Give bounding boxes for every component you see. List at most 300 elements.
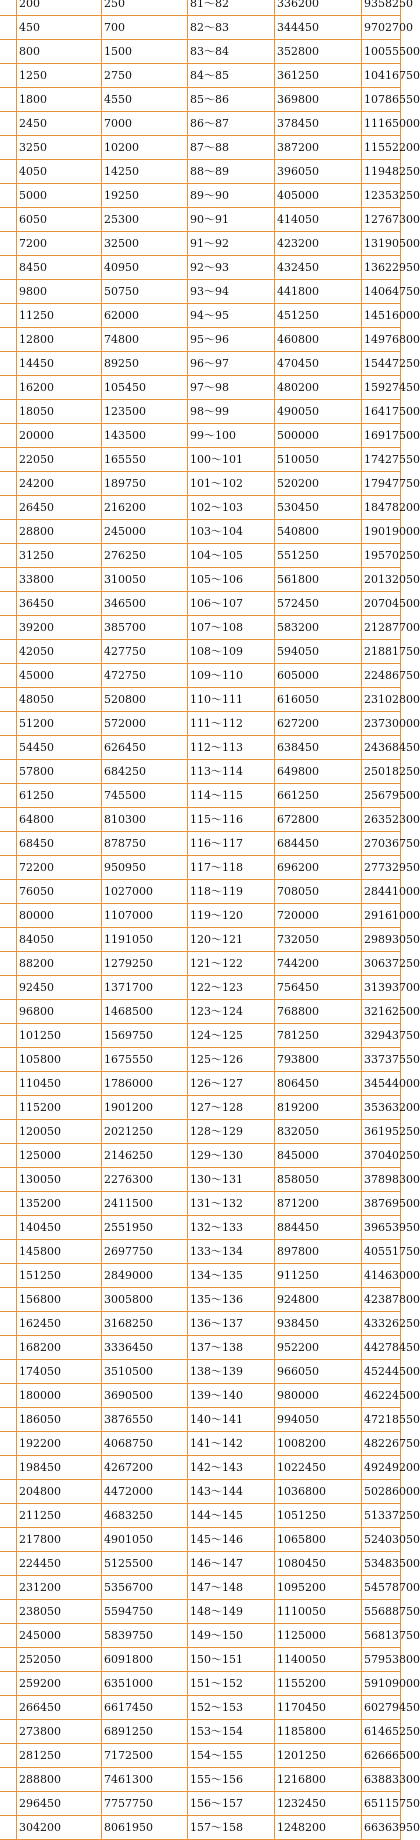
table-cell[interactable]: 105800 [17,1048,102,1072]
table-cell[interactable]: 23102800 [362,688,401,712]
table-cell[interactable]: 259200 [17,1672,102,1696]
table-cell[interactable]: 605000 [275,664,362,688]
table-cell[interactable]: 994050 [275,1408,362,1432]
table-cell[interactable]: 708050 [275,880,362,904]
table-cell[interactable]: 20132050 [362,568,401,592]
table-cell[interactable]: 7172500 [102,1744,188,1768]
table-cell[interactable]: 10055500 [362,40,401,64]
table-cell[interactable]: 13622950 [362,256,401,280]
table-cell[interactable]: 6617450 [102,1696,188,1720]
table-cell[interactable]: 115200 [17,1096,102,1120]
table-cell[interactable]: 85～86 [188,88,275,112]
table-cell-empty[interactable] [0,328,17,352]
table-cell[interactable]: 28800 [17,520,102,544]
table-cell[interactable]: 11250 [17,304,102,328]
table-cell[interactable]: 38769500 [362,1192,401,1216]
table-cell-empty[interactable] [0,160,17,184]
table-cell[interactable]: 884450 [275,1216,362,1240]
table-cell[interactable]: 18478200 [362,496,401,520]
table-cell-empty[interactable] [0,1816,17,1840]
table-cell[interactable]: 490050 [275,400,362,424]
table-cell[interactable]: 113～114 [188,760,275,784]
table-cell[interactable]: 211250 [17,1504,102,1528]
table-cell[interactable]: 36450 [17,592,102,616]
table-cell[interactable]: 231200 [17,1576,102,1600]
table-cell[interactable]: 1155200 [275,1672,362,1696]
table-cell[interactable]: 530450 [275,496,362,520]
table-cell[interactable]: 720000 [275,904,362,928]
table-cell[interactable]: 55688750 [362,1600,401,1624]
table-cell-empty[interactable] [0,64,17,88]
table-cell[interactable]: 24368450 [362,736,401,760]
table-cell-empty[interactable] [0,1264,17,1288]
table-cell[interactable]: 470450 [275,352,362,376]
table-cell[interactable]: 781250 [275,1024,362,1048]
table-cell[interactable]: 43326250 [362,1312,401,1336]
table-cell[interactable]: 21881750 [362,640,401,664]
table-cell[interactable]: 684250 [102,760,188,784]
table-cell-empty[interactable] [0,1720,17,1744]
table-cell[interactable]: 20704500 [362,592,401,616]
table-cell[interactable]: 34544000 [362,1072,401,1096]
table-cell[interactable]: 123500 [102,400,188,424]
table-cell[interactable]: 60279450 [362,1696,401,1720]
table-cell[interactable]: 980000 [275,1384,362,1408]
table-cell[interactable]: 224450 [17,1552,102,1576]
table-cell[interactable]: 684450 [275,832,362,856]
table-cell[interactable]: 1371700 [102,976,188,1000]
table-cell[interactable]: 87～88 [188,136,275,160]
table-cell[interactable]: 11552200 [362,136,401,160]
table-cell[interactable]: 33800 [17,568,102,592]
table-cell[interactable]: 572000 [102,712,188,736]
table-cell[interactable]: 24200 [17,472,102,496]
table-cell[interactable]: 672800 [275,808,362,832]
table-cell-empty[interactable] [0,784,17,808]
table-cell[interactable]: 800 [17,40,102,64]
table-cell[interactable]: 57800 [17,760,102,784]
table-cell[interactable]: 123～124 [188,1000,275,1024]
table-cell[interactable]: 51337250 [362,1504,401,1528]
table-cell[interactable]: 238050 [17,1600,102,1624]
table-cell[interactable]: 2551950 [102,1216,188,1240]
table-cell[interactable]: 1279250 [102,952,188,976]
table-cell[interactable]: 3250 [17,136,102,160]
table-cell[interactable]: 44278450 [362,1336,401,1360]
table-cell-empty[interactable] [0,1072,17,1096]
table-cell[interactable]: 31250 [17,544,102,568]
table-cell[interactable]: 361250 [275,64,362,88]
table-cell-empty[interactable] [0,1792,17,1816]
table-cell[interactable]: 15927450 [362,376,401,400]
table-cell[interactable]: 19019000 [362,520,401,544]
table-cell-empty[interactable] [0,1336,17,1360]
table-cell-empty[interactable] [0,1672,17,1696]
table-cell[interactable]: 385700 [102,616,188,640]
table-cell[interactable]: 793800 [275,1048,362,1072]
table-cell[interactable]: 19570250 [362,544,401,568]
table-cell[interactable]: 451250 [275,304,362,328]
table-cell[interactable]: 310050 [102,568,188,592]
table-cell[interactable]: 97～98 [188,376,275,400]
table-cell-empty[interactable] [0,544,17,568]
table-cell[interactable]: 4267200 [102,1456,188,1480]
table-cell[interactable]: 732050 [275,928,362,952]
table-cell[interactable]: 276250 [102,544,188,568]
table-cell[interactable]: 1185800 [275,1720,362,1744]
table-cell-empty[interactable] [0,1624,17,1648]
table-cell[interactable]: 2450 [17,112,102,136]
table-cell[interactable]: 101～102 [188,472,275,496]
table-cell[interactable]: 56813750 [362,1624,401,1648]
table-cell[interactable]: 756450 [275,976,362,1000]
table-cell[interactable]: 59109000 [362,1672,401,1696]
table-cell[interactable]: 1080450 [275,1552,362,1576]
table-cell[interactable]: 48050 [17,688,102,712]
table-cell[interactable]: 897800 [275,1240,362,1264]
table-cell[interactable]: 117～118 [188,856,275,880]
table-cell[interactable]: 4050 [17,160,102,184]
table-cell[interactable]: 189750 [102,472,188,496]
table-cell[interactable]: 3690500 [102,1384,188,1408]
table-cell[interactable]: 616050 [275,688,362,712]
table-cell-empty[interactable] [0,1456,17,1480]
table-cell[interactable]: 125000 [17,1144,102,1168]
table-cell[interactable]: 36195250 [362,1120,401,1144]
table-cell[interactable]: 414050 [275,208,362,232]
table-cell[interactable]: 27732950 [362,856,401,880]
table-cell[interactable]: 53483500 [362,1552,401,1576]
table-cell[interactable]: 143～144 [188,1480,275,1504]
table-cell[interactable]: 16917500 [362,424,401,448]
table-cell-empty[interactable] [0,424,17,448]
table-cell[interactable]: 65115750 [362,1792,401,1816]
table-cell[interactable]: 871200 [275,1192,362,1216]
table-cell-empty[interactable] [0,1240,17,1264]
table-cell[interactable]: 369800 [275,88,362,112]
table-cell[interactable]: 427750 [102,640,188,664]
table-cell[interactable]: 626450 [102,736,188,760]
table-cell[interactable]: 1051250 [275,1504,362,1528]
table-cell[interactable]: 110～111 [188,688,275,712]
table-cell[interactable]: 137～138 [188,1336,275,1360]
table-cell[interactable]: 423200 [275,232,362,256]
table-cell[interactable]: 31393700 [362,976,401,1000]
table-cell[interactable]: 15447250 [362,352,401,376]
table-cell[interactable]: 832050 [275,1120,362,1144]
table-cell[interactable]: 3876550 [102,1408,188,1432]
table-cell-empty[interactable] [0,256,17,280]
table-cell[interactable]: 2697750 [102,1240,188,1264]
table-cell[interactable]: 1468500 [102,1000,188,1024]
table-cell[interactable]: 627200 [275,712,362,736]
table-cell[interactable]: 153～154 [188,1720,275,1744]
table-cell[interactable]: 5356700 [102,1576,188,1600]
table-cell[interactable]: 61250 [17,784,102,808]
table-cell[interactable]: 1008200 [275,1432,362,1456]
table-cell[interactable]: 162450 [17,1312,102,1336]
table-cell[interactable]: 500000 [275,424,362,448]
table-cell[interactable]: 845000 [275,1144,362,1168]
table-cell-empty[interactable] [0,208,17,232]
table-cell[interactable]: 89250 [102,352,188,376]
table-cell[interactable]: 1107000 [102,904,188,928]
table-cell-empty[interactable] [0,496,17,520]
table-cell-empty[interactable] [0,1144,17,1168]
table-cell[interactable]: 245000 [102,520,188,544]
table-cell[interactable]: 32500 [102,232,188,256]
table-cell[interactable]: 86～87 [188,112,275,136]
table-cell[interactable]: 1786000 [102,1072,188,1096]
table-cell[interactable]: 1140050 [275,1648,362,1672]
table-cell[interactable]: 110450 [17,1072,102,1096]
table-cell[interactable]: 2146250 [102,1144,188,1168]
table-cell[interactable]: 45000 [17,664,102,688]
table-cell-empty[interactable] [0,736,17,760]
table-cell[interactable]: 1901200 [102,1096,188,1120]
table-cell[interactable]: 95～96 [188,328,275,352]
table-cell[interactable]: 2411500 [102,1192,188,1216]
table-cell[interactable]: 744200 [275,952,362,976]
table-cell-empty[interactable] [0,448,17,472]
table-cell[interactable]: 47218550 [362,1408,401,1432]
table-cell[interactable]: 2276300 [102,1168,188,1192]
table-cell[interactable]: 39653950 [362,1216,401,1240]
table-cell[interactable]: 92450 [17,976,102,1000]
table-cell[interactable]: 9358250 [362,0,401,16]
table-cell[interactable]: 198450 [17,1456,102,1480]
table-cell[interactable]: 911250 [275,1264,362,1288]
table-cell[interactable]: 441800 [275,280,362,304]
table-cell[interactable]: 68450 [17,832,102,856]
table-cell[interactable]: 111～112 [188,712,275,736]
table-cell-empty[interactable] [0,472,17,496]
table-cell[interactable]: 50750 [102,280,188,304]
table-cell[interactable]: 45244500 [362,1360,401,1384]
table-cell[interactable]: 180000 [17,1384,102,1408]
table-cell[interactable]: 46224500 [362,1384,401,1408]
table-cell[interactable]: 5125500 [102,1552,188,1576]
table-cell-empty[interactable] [0,1120,17,1144]
table-cell[interactable]: 142～143 [188,1456,275,1480]
table-cell[interactable]: 154～155 [188,1744,275,1768]
table-cell[interactable]: 134～135 [188,1264,275,1288]
table-cell[interactable]: 52403050 [362,1528,401,1552]
table-cell-empty[interactable] [0,1288,17,1312]
table-cell[interactable]: 1110050 [275,1600,362,1624]
table-cell[interactable]: 245000 [17,1624,102,1648]
table-cell-empty[interactable] [0,904,17,928]
table-cell[interactable]: 819200 [275,1096,362,1120]
table-cell-empty[interactable] [0,688,17,712]
table-cell[interactable]: 157～158 [188,1816,275,1840]
table-cell-empty[interactable] [0,808,17,832]
table-cell[interactable]: 106～107 [188,592,275,616]
table-cell-empty[interactable] [0,1576,17,1600]
table-cell[interactable]: 1248200 [275,1816,362,1840]
table-cell[interactable]: 273800 [17,1720,102,1744]
table-cell[interactable]: 7757750 [102,1792,188,1816]
table-cell[interactable]: 3005800 [102,1288,188,1312]
table-cell[interactable]: 94～95 [188,304,275,328]
table-cell[interactable]: 138～139 [188,1360,275,1384]
table-cell[interactable]: 649800 [275,760,362,784]
table-cell[interactable]: 200 [17,0,102,16]
table-cell[interactable]: 144～145 [188,1504,275,1528]
table-cell[interactable]: 112～113 [188,736,275,760]
table-cell[interactable]: 135200 [17,1192,102,1216]
table-cell-empty[interactable] [0,1312,17,1336]
table-cell[interactable]: 145～146 [188,1528,275,1552]
table-cell[interactable]: 120050 [17,1120,102,1144]
table-cell-empty[interactable] [0,1528,17,1552]
table-cell[interactable]: 460800 [275,328,362,352]
table-cell-empty[interactable] [0,1096,17,1120]
table-cell-empty[interactable] [0,16,17,40]
table-cell[interactable]: 51200 [17,712,102,736]
table-cell[interactable]: 101250 [17,1024,102,1048]
table-cell[interactable]: 57953800 [362,1648,401,1672]
table-cell-empty[interactable] [0,568,17,592]
table-cell[interactable]: 1250 [17,64,102,88]
table-cell[interactable]: 130050 [17,1168,102,1192]
table-cell[interactable]: 152～153 [188,1696,275,1720]
table-cell[interactable]: 41463000 [362,1264,401,1288]
table-cell-empty[interactable] [0,1648,17,1672]
table-cell[interactable]: 2750 [102,64,188,88]
table-cell[interactable]: 1036800 [275,1480,362,1504]
table-cell[interactable]: 27036750 [362,832,401,856]
table-cell[interactable]: 14516000 [362,304,401,328]
table-cell-empty[interactable] [0,976,17,1000]
table-cell[interactable]: 4683250 [102,1504,188,1528]
table-cell[interactable]: 127～128 [188,1096,275,1120]
table-cell[interactable]: 126～127 [188,1072,275,1096]
table-cell-empty[interactable] [0,88,17,112]
table-cell[interactable]: 9800 [17,280,102,304]
table-cell[interactable]: 10416750 [362,64,401,88]
table-cell-empty[interactable] [0,640,17,664]
table-cell[interactable]: 18050 [17,400,102,424]
table-cell-empty[interactable] [0,1192,17,1216]
table-cell[interactable]: 594050 [275,640,362,664]
table-cell[interactable]: 93～94 [188,280,275,304]
table-cell[interactable]: 405000 [275,184,362,208]
table-cell[interactable]: 1170450 [275,1696,362,1720]
table-cell[interactable]: 136～137 [188,1312,275,1336]
table-cell[interactable]: 14450 [17,352,102,376]
table-cell[interactable]: 638450 [275,736,362,760]
table-cell[interactable]: 252050 [17,1648,102,1672]
table-cell[interactable]: 88～89 [188,160,275,184]
table-cell[interactable]: 450 [17,16,102,40]
table-cell-empty[interactable] [0,1168,17,1192]
table-cell-empty[interactable] [0,232,17,256]
table-cell[interactable]: 115～116 [188,808,275,832]
table-cell[interactable]: 25679500 [362,784,401,808]
table-cell[interactable]: 952200 [275,1336,362,1360]
table-cell[interactable]: 150～151 [188,1648,275,1672]
table-cell[interactable]: 561800 [275,568,362,592]
table-cell[interactable]: 14250 [102,160,188,184]
table-cell[interactable]: 84～85 [188,64,275,88]
table-cell[interactable]: 472750 [102,664,188,688]
table-cell[interactable]: 141～142 [188,1432,275,1456]
table-cell[interactable]: 88200 [17,952,102,976]
table-cell-empty[interactable] [0,520,17,544]
table-cell-empty[interactable] [0,880,17,904]
table-cell-empty[interactable] [0,760,17,784]
table-cell-empty[interactable] [0,1360,17,1384]
table-cell[interactable]: 33737550 [362,1048,401,1072]
table-cell[interactable]: 22050 [17,448,102,472]
table-cell[interactable]: 62666500 [362,1744,401,1768]
table-cell[interactable]: 17427550 [362,448,401,472]
table-cell[interactable]: 3510500 [102,1360,188,1384]
table-cell[interactable]: 63883300 [362,1768,401,1792]
table-cell[interactable]: 1125000 [275,1624,362,1648]
table-cell[interactable]: 107～108 [188,616,275,640]
table-cell[interactable]: 304200 [17,1816,102,1840]
table-cell[interactable]: 6351000 [102,1672,188,1696]
table-cell[interactable]: 186050 [17,1408,102,1432]
table-cell[interactable]: 98～99 [188,400,275,424]
table-cell[interactable]: 32943750 [362,1024,401,1048]
table-cell[interactable]: 22486750 [362,664,401,688]
table-cell[interactable]: 62000 [102,304,188,328]
table-cell-empty[interactable] [0,376,17,400]
table-cell[interactable]: 1065800 [275,1528,362,1552]
table-cell[interactable]: 92～93 [188,256,275,280]
table-cell[interactable]: 12800 [17,328,102,352]
table-cell[interactable]: 14976800 [362,328,401,352]
table-cell[interactable]: 96～97 [188,352,275,376]
table-cell[interactable]: 9702700 [362,16,401,40]
table-cell[interactable]: 10786550 [362,88,401,112]
table-cell-empty[interactable] [0,1048,17,1072]
table-cell[interactable]: 8061950 [102,1816,188,1840]
table-cell[interactable]: 13190500 [362,232,401,256]
table-cell[interactable]: 583200 [275,616,362,640]
table-cell-empty[interactable] [0,280,17,304]
table-cell-empty[interactable] [0,112,17,136]
table-cell-empty[interactable] [0,40,17,64]
table-cell[interactable]: 66363950 [362,1816,401,1840]
table-cell[interactable]: 281250 [17,1744,102,1768]
table-cell[interactable]: 146～147 [188,1552,275,1576]
table-cell-empty[interactable] [0,352,17,376]
table-cell[interactable]: 99～100 [188,424,275,448]
table-cell-empty[interactable] [0,400,17,424]
table-cell[interactable]: 16200 [17,376,102,400]
table-cell[interactable]: 700 [102,16,188,40]
table-cell[interactable]: 7000 [102,112,188,136]
table-cell-empty[interactable] [0,832,17,856]
table-cell-empty[interactable] [0,304,17,328]
table-cell-empty[interactable] [0,1000,17,1024]
table-cell[interactable]: 1216800 [275,1768,362,1792]
table-cell[interactable]: 105450 [102,376,188,400]
table-cell[interactable]: 124～125 [188,1024,275,1048]
table-cell[interactable]: 74800 [102,328,188,352]
table-cell[interactable]: 217800 [17,1528,102,1552]
table-cell[interactable]: 878750 [102,832,188,856]
table-cell[interactable]: 938450 [275,1312,362,1336]
table-cell-empty[interactable] [0,1432,17,1456]
table-cell[interactable]: 135～136 [188,1288,275,1312]
table-cell[interactable]: 30637250 [362,952,401,976]
table-cell[interactable]: 116～117 [188,832,275,856]
